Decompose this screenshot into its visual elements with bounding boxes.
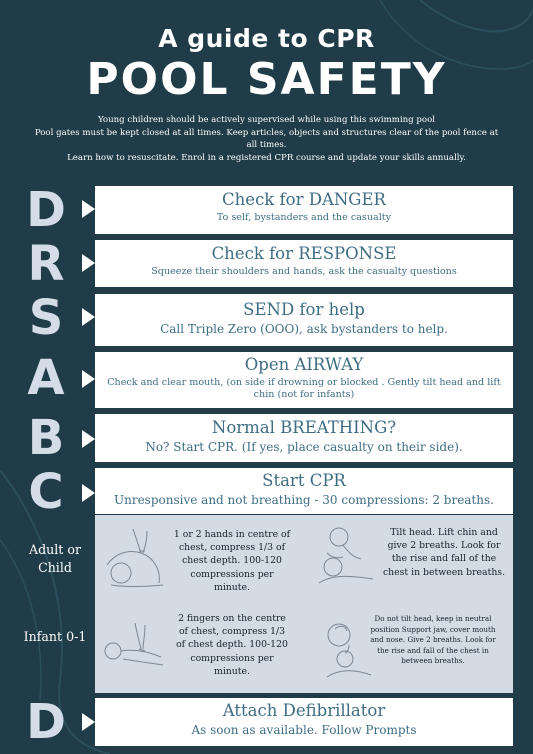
step-title: Check for RESPONSE — [211, 244, 397, 263]
adult-breath-text: Tilt head. Lift chin and give 2 breaths. Look for the rise and fall of the chest in between breaths. — [382, 527, 506, 578]
step-title: Open AIRWAY — [244, 355, 364, 374]
step-title: Start CPR — [262, 471, 346, 490]
page-title: POOL SAFETY — [86, 54, 447, 105]
step-airway — [95, 352, 513, 408]
intro-line: Young children should be actively supervised while using this swimming pool — [97, 115, 436, 125]
step-title: SEND for help — [243, 300, 365, 319]
cpr-instructions-panel — [95, 515, 513, 693]
step-desc: No? Start CPR. (If yes, place casualty on their side). — [145, 440, 463, 454]
intro-line: Pool gates must be kept closed at all times. Keep articles, objects and structures clear of the pool fence at all times. — [34, 127, 499, 150]
step-letter-c: C — [28, 464, 64, 520]
step-desc: Unresponsive and not breathing - 30 compressions: 2 breaths. — [114, 493, 494, 507]
page-subtitle: A guide to CPR — [158, 24, 375, 53]
step-pointer — [82, 308, 95, 326]
infant-compression-illustration — [99, 615, 175, 679]
step-letter-s: S — [28, 290, 64, 346]
step-pointer — [82, 200, 95, 218]
step-cpr — [95, 468, 513, 514]
adult-breath-illustration — [313, 523, 385, 589]
step-pointer — [82, 713, 95, 731]
step-title: Normal BREATHING? — [211, 418, 397, 437]
adult-compression-text: 1 or 2 hands in centre of chest, compress 1/3 of chest depth. 100-120 compressions per minute. — [173, 529, 291, 593]
step-letter-d2: D — [26, 694, 66, 750]
step-desc: As soon as available. Follow Prompts — [191, 723, 417, 737]
intro-line: Learn how to resuscitate. Enrol in a registered CPR course and update your skills annually. — [67, 152, 466, 163]
infant-breath-text: Do not tilt head, keep in neutral position Support jaw, cover mouth and nose. Give 2 breaths. Look for the rise and fall of the chest in between breaths. — [370, 614, 496, 665]
step-title: Check for DANGER — [222, 190, 386, 209]
step-pointer — [82, 484, 95, 502]
step-desc: Squeeze their shoulders and hands, ask the casualty questions — [151, 266, 457, 277]
step-response — [95, 240, 513, 287]
step-title: Attach Defibrillator — [222, 701, 386, 720]
step-send — [95, 294, 513, 346]
adult-compression-illustration — [103, 525, 175, 591]
step-defibrillator — [95, 698, 513, 746]
infant-label: Infant 0-1 — [23, 629, 87, 644]
step-letter-r: R — [27, 236, 65, 292]
step-breathing — [95, 414, 513, 462]
step-danger — [95, 186, 513, 234]
step-desc: Check and clear mouth, (on side if drowning or blocked . Gently tilt head and lift chin (not for infants) — [107, 377, 501, 400]
step-letter-a: A — [27, 350, 65, 406]
step-desc: To self, bystanders and the casualty — [216, 212, 392, 223]
step-letter-b: B — [27, 410, 65, 466]
step-desc: Call Triple Zero (OOO), ask bystanders to help. — [160, 322, 448, 336]
step-pointer — [82, 254, 95, 272]
step-letter-d: D — [26, 182, 66, 238]
intro-text — [30, 114, 503, 164]
adult-child-label: Adult or Child — [29, 542, 81, 575]
infant-compression-text: 2 fingers on the centre of chest, compress 1/3 of chest depth. 100-120 compressions per minute. — [176, 613, 288, 677]
step-pointer — [82, 430, 95, 448]
step-pointer — [82, 370, 95, 388]
